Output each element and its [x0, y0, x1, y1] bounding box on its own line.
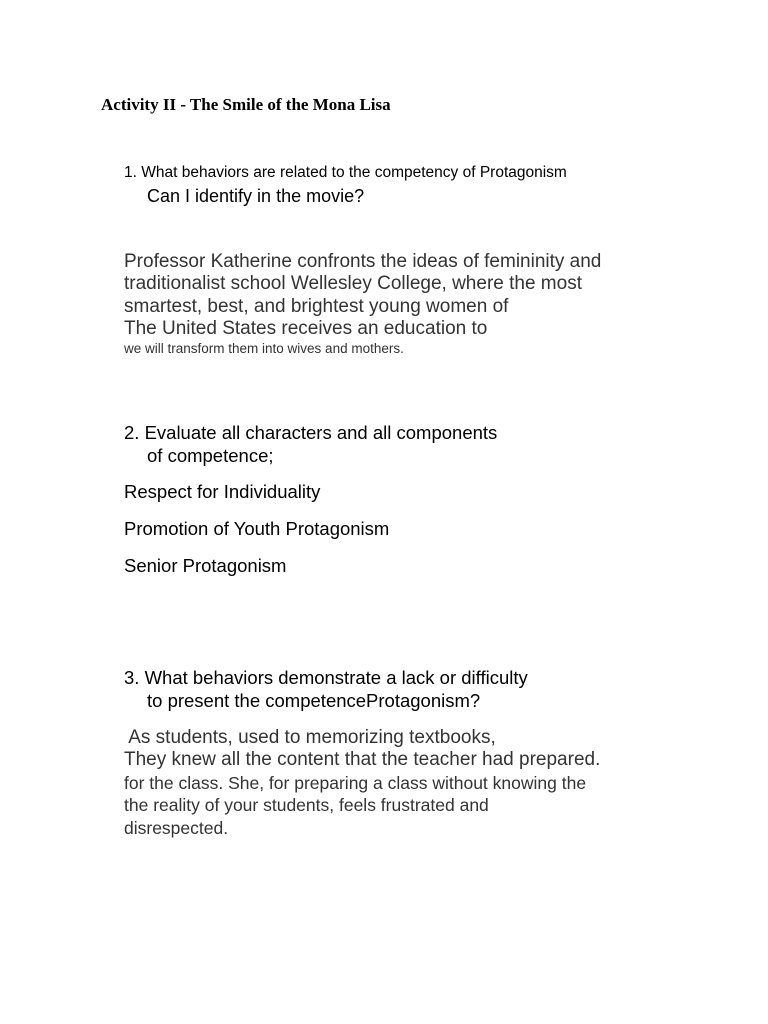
answer-3 [124, 727, 600, 839]
answer-3-line: disrespected. [124, 817, 229, 838]
question-2 [124, 422, 497, 467]
question-3 [124, 667, 528, 712]
question-1-line-2: Can I identify in the movie? [147, 186, 365, 206]
component-item: Promotion of Youth Protagonism [124, 518, 390, 539]
question-2-line-2: of competence; [147, 444, 274, 466]
question-1-line-1: 1. What behaviors are related to the competency of Protagonism [124, 164, 567, 181]
answer-1 [124, 251, 601, 358]
page-title: Activity II - The Smile of the Mona Lisa [101, 95, 391, 114]
component-item: Senior Protagonism [124, 555, 287, 576]
question-3-line-2: to present the competenceProtagonism? [147, 689, 481, 711]
question-2-line-1: 2. Evaluate all characters and all components [124, 422, 498, 443]
answer-3-line: As students, used to memorizing textbooks, [124, 727, 496, 748]
answer-1-line: Professor Katherine confronts the ideas of femininity and [124, 251, 602, 272]
answer-1-line: traditionalist school Wellesley College, where the most [124, 273, 582, 295]
answer-1-line: The United States receives an education to [124, 317, 488, 339]
answer-1-line: smartest, best, and brightest young women of [124, 295, 509, 317]
component-item: Respect for Individuality [124, 481, 321, 502]
question-3-line-1: 3. What behaviors demonstrate a lack or difficulty [124, 667, 528, 688]
answer-3-line: the reality of your students, feels frustrated and [124, 795, 489, 816]
answer-3-line: They knew all the content that the teacher had prepared. [124, 749, 601, 771]
answer-1-line-small: we will transform them into wives and mothers. [124, 341, 404, 357]
answer-3-line: for the class. She, for preparing a class without knowing the [124, 772, 587, 793]
